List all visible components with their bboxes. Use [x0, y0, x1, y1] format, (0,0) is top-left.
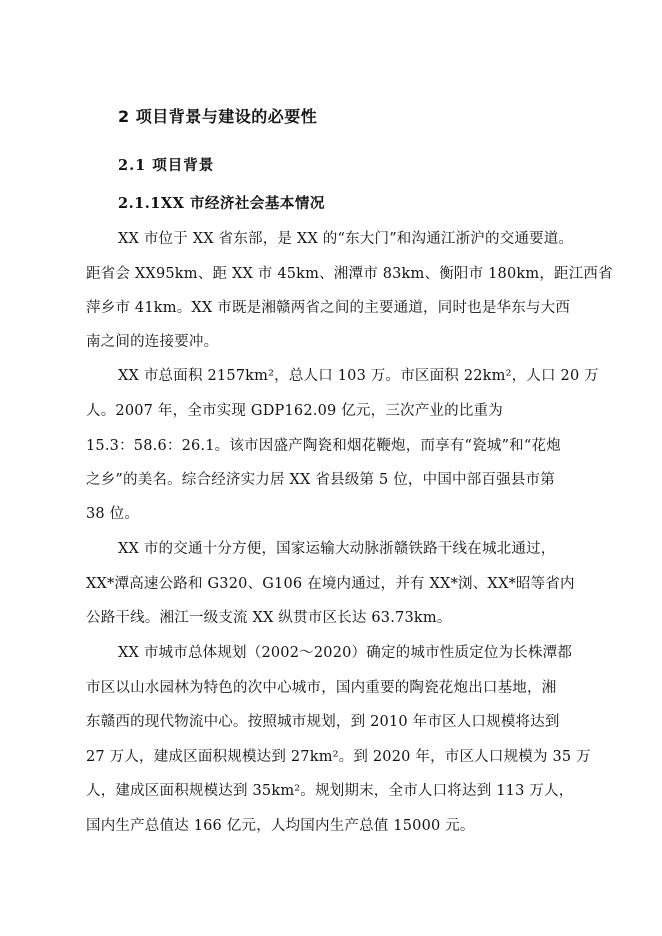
- paragraph-line: 南之间的连接要冲。: [86, 334, 219, 350]
- paragraph-line: XX*潭高速公路和 G320、G106 在境内通过，并有 XX*浏、XX*昭等省内: [86, 576, 575, 592]
- paragraph-line: XX 市城市总体规划（2002～2020）确定的城市性质定位为长株潭都: [118, 645, 573, 661]
- subsubsection-heading: 2.1.1XX 市经济社会基本情况: [118, 195, 325, 212]
- paragraph-line: 38 位。: [86, 506, 140, 522]
- paragraph-line: XX 市的交通十分方便，国家运输大动脉浙赣铁路干线在城北通过，: [118, 541, 556, 557]
- paragraph-line: 市区以山水园林为特色的次中心城市，国内重要的陶瓷花炮出口基地，湘: [86, 680, 557, 696]
- paragraph-line: XX 市总面积 2157km²，总人口 103 万。市区面积 22km²，人口 20 万: [118, 368, 599, 384]
- paragraph-line: 国内生产总值达 166 亿元，人均国内生产总值 15000 元。: [86, 818, 475, 834]
- paragraph-line: 15.3：58.6：26.1。该市因盛产陶瓷和烟花鞭炮，而享有“瓷城”和“花炮: [86, 438, 561, 454]
- paragraph-line: 距省会 XX95km、距 XX 市 45km、湘潭市 83km、衡阳市 180km，距江西省: [86, 266, 613, 282]
- paragraph-line: 之乡”的美名。综合经济实力居 XX 省县级第 5 位，中国中部百强县市第: [86, 472, 555, 488]
- paragraph-line: XX 市位于 XX 省东部，是 XX 的“东大门”和沟通江浙沪的交通要道。: [118, 231, 574, 247]
- paragraph-line: 27 万人，建成区面积规模达到 27km²。到 2020 年，市区人口规模为 35 万: [86, 749, 591, 765]
- subsection-heading: 2.1 项目背景: [118, 157, 215, 174]
- paragraph-line: 萍乡市 41km。XX 市既是湘赣两省之间的主要通道，同时也是华东与大西: [86, 300, 571, 316]
- paragraph-line: 人。2007 年，全市实现 GDP162.09 亿元，三次产业的比重为: [86, 403, 503, 419]
- section-heading: 2 项目背景与建设的必要性: [118, 107, 318, 126]
- paragraph-line: 人，建成区面积规模达到 35km²。规划期末，全市人口将达到 113 万人，: [86, 783, 574, 799]
- paragraph-line: 东赣西的现代物流中心。按照城市规划，到 2010 年市区人口规模将达到: [86, 714, 560, 730]
- paragraph-line: 公路干线。湘江一级支流 XX 纵贯市区长达 63.73km。: [86, 610, 452, 626]
